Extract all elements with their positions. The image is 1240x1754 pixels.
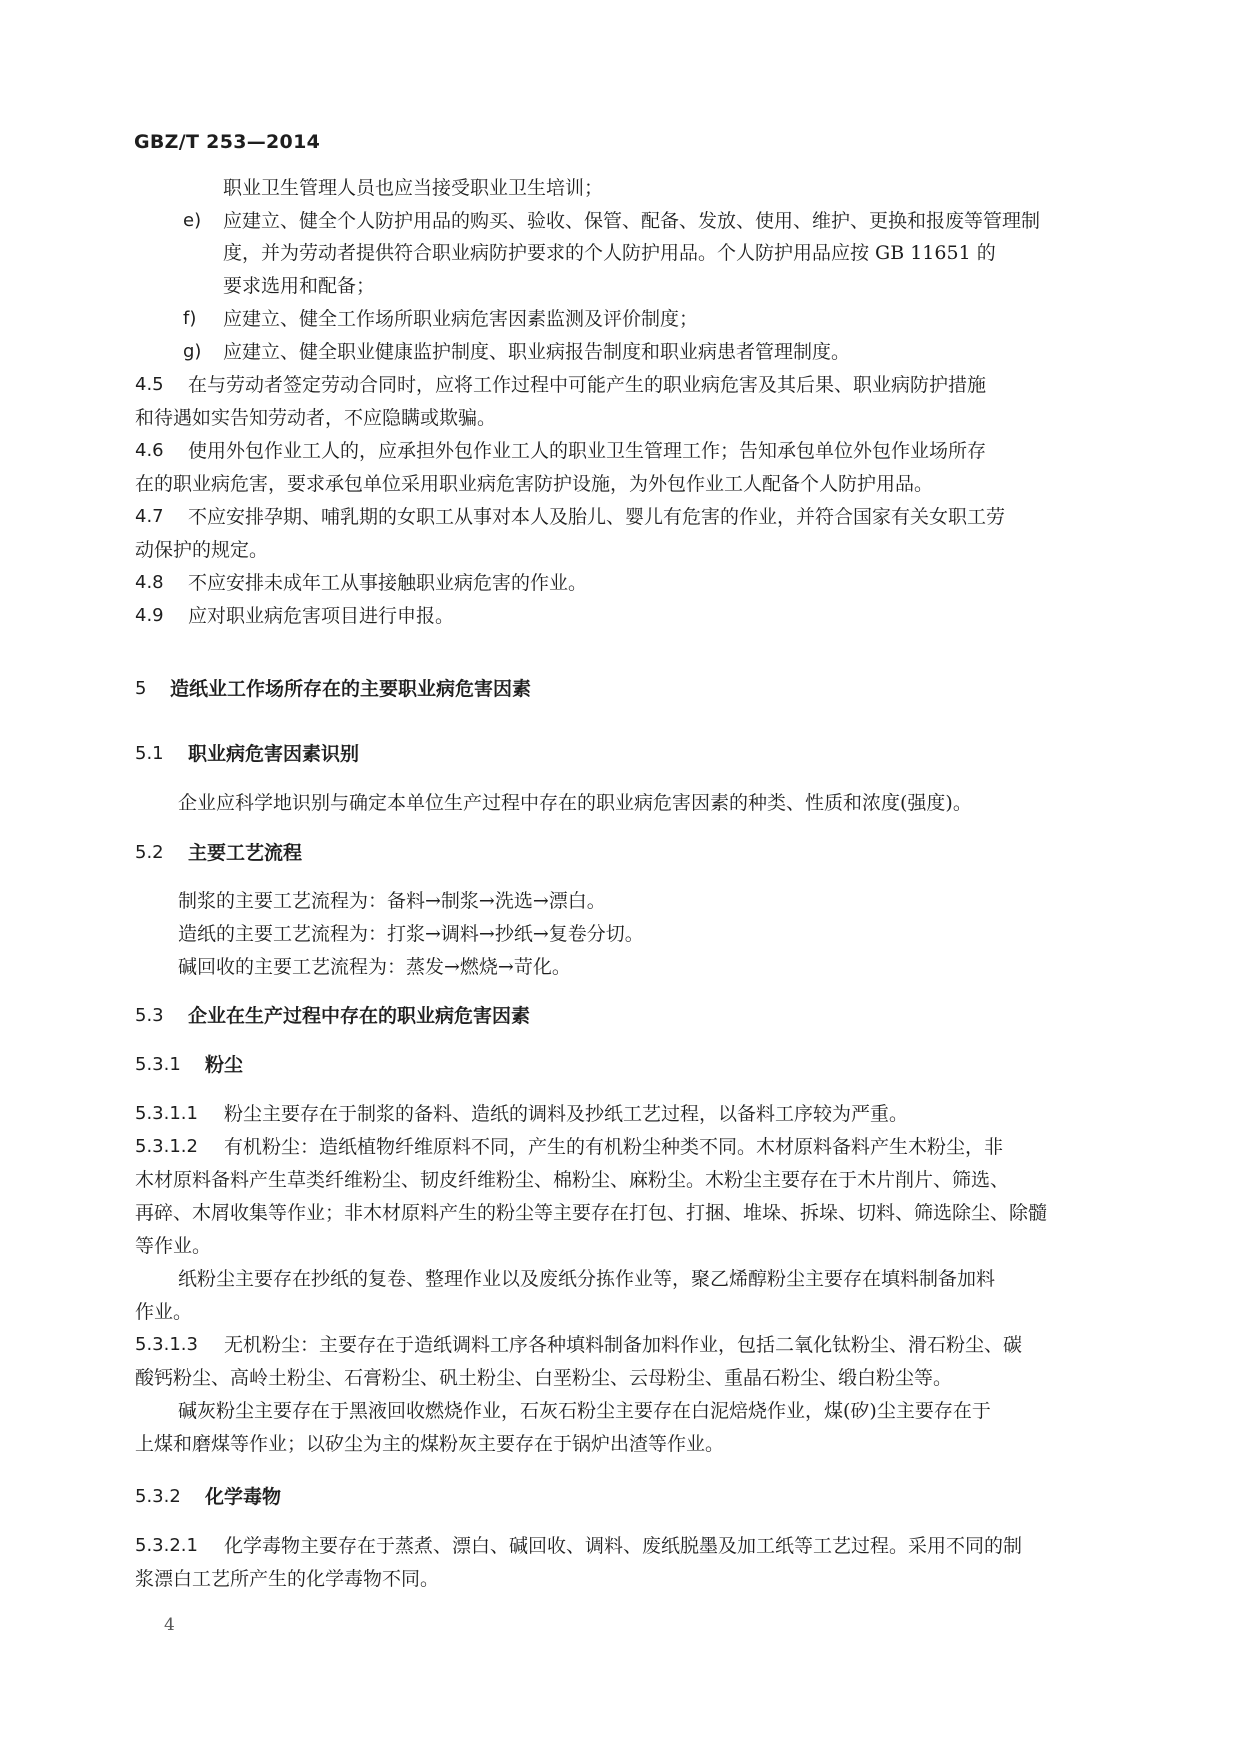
clause-text: 木材原料备料产生草类纤维粉尘、韧皮纤维粉尘、棉粉尘、麻粉尘。木粉尘主要存在于木片削片、筛选、 <box>135 1169 1010 1191</box>
process-flow: 制浆的主要工艺流程为：备料→制浆→洗选→漂白。 <box>178 890 606 912</box>
clause-number: 5.3.1.2 <box>135 1136 198 1157</box>
clause-text: 酸钙粉尘、高岭土粉尘、石膏粉尘、矾土粉尘、白垩粉尘、云母粉尘、重晶石粉尘、缎白粉尘等。 <box>135 1367 953 1389</box>
clause-text: 动保护的规定。 <box>135 539 269 561</box>
document-code: GBZ/T 253—2014 <box>134 131 321 153</box>
list-label-f: f) <box>183 308 197 329</box>
section-title: 造纸业工作场所存在的主要职业病危害因素 <box>170 678 532 700</box>
list-label-g: g) <box>183 341 202 362</box>
clause-number: 4.7 <box>135 506 164 527</box>
section-number: 5 <box>135 678 147 699</box>
clause-text: 粉尘主要存在于制浆的备料、造纸的调料及抄纸工艺过程，以备料工序较为严重。 <box>224 1103 909 1125</box>
clause-text: 无机粉尘：主要存在于造纸调料工序各种填料制备加料作业，包括二氧化钛粉尘、滑石粉尘、碳 <box>224 1334 1023 1356</box>
subsection-title: 化学毒物 <box>205 1486 282 1508</box>
clause-text: 浆漂白工艺所产生的化学毒物不同。 <box>135 1568 440 1590</box>
clause-text: 碱灰粉尘主要存在于黑液回收燃烧作业，石灰石粉尘主要存在白泥焙烧作业，煤(矽)尘主要存在于 <box>178 1400 991 1422</box>
clause-text: 作业。 <box>135 1301 193 1323</box>
clause-number: 5.3.1.1 <box>135 1103 198 1124</box>
list-continuation: 职业卫生管理人员也应当接受职业卫生培训； <box>223 177 604 199</box>
subsection-number: 5.1 <box>135 743 164 764</box>
subsection-title: 粉尘 <box>205 1054 244 1076</box>
subsection-title: 主要工艺流程 <box>188 842 303 864</box>
clause-text: 化学毒物主要存在于蒸煮、漂白、碱回收、调料、废纸脱墨及加工纸等工艺过程。采用不同的制 <box>224 1535 1023 1557</box>
clause-text: 不应安排孕期、哺乳期的女职工从事对本人及胎儿、婴儿有危害的作业，并符合国家有关女职工劳 <box>188 506 1006 528</box>
paragraph: 企业应科学地识别与确定本单位生产过程中存在的职业病危害因素的种类、性质和浓度(强度)。 <box>178 792 972 814</box>
clause-text: 纸粉尘主要存在抄纸的复卷、整理作业以及废纸分拣作业等，聚乙烯醇粉尘主要存在填料制备加料 <box>178 1268 996 1290</box>
subsection-number: 5.3.2 <box>135 1486 181 1507</box>
clause-text: 在与劳动者签定劳动合同时，应将工作过程中可能产生的职业病危害及其后果、职业病防护措施 <box>188 374 987 396</box>
clause-text: 再碎、木屑收集等作业；非木材原料产生的粉尘等主要存在打包、打捆、堆垛、拆垛、切料、筛选除尘、除髓 <box>135 1202 1048 1224</box>
list-label-e: e) <box>183 210 202 231</box>
clause-number: 5.3.1.3 <box>135 1334 198 1355</box>
subsection-title: 企业在生产过程中存在的职业病危害因素 <box>188 1005 531 1027</box>
list-text: 应建立、健全工作场所职业病危害因素监测及评价制度； <box>223 308 699 330</box>
clause-text: 使用外包作业工人的，应承担外包作业工人的职业卫生管理工作；告知承包单位外包作业场所存 <box>188 440 987 462</box>
clause-number: 4.8 <box>135 572 164 593</box>
process-flow: 造纸的主要工艺流程为：打浆→调料→抄纸→复卷分切。 <box>178 923 644 945</box>
subsection-number: 5.2 <box>135 842 164 863</box>
subsection-title: 职业病危害因素识别 <box>188 743 360 765</box>
process-flow: 碱回收的主要工艺流程为：蒸发→燃烧→苛化。 <box>178 956 571 978</box>
clause-number: 4.9 <box>135 605 164 626</box>
subsection-number: 5.3 <box>135 1005 164 1026</box>
list-text: 度，并为劳动者提供符合职业病防护要求的个人防护用品。个人防护用品应按 GB 11651 的 <box>223 242 996 264</box>
list-text: 要求选用和配备； <box>223 275 376 297</box>
clause-text: 有机粉尘：造纸植物纤维原料不同，产生的有机粉尘种类不同。木材原料备料产生木粉尘，非 <box>224 1136 1004 1158</box>
clause-text: 上煤和磨煤等作业；以矽尘为主的煤粉灰主要存在于锅炉出渣等作业。 <box>135 1433 725 1455</box>
subsection-number: 5.3.1 <box>135 1054 181 1075</box>
page-number: 4 <box>164 1615 175 1635</box>
clause-text: 等作业。 <box>135 1235 212 1257</box>
list-text: 应建立、健全职业健康监护制度、职业病报告制度和职业病患者管理制度。 <box>223 341 851 363</box>
clause-number: 4.5 <box>135 374 164 395</box>
clause-text: 不应安排未成年工从事接触职业病危害的作业。 <box>188 572 588 594</box>
clause-text: 在的职业病危害，要求承包单位采用职业病危害防护设施，为外包作业工人配备个人防护用品。 <box>135 473 934 495</box>
clause-number: 5.3.2.1 <box>135 1535 198 1556</box>
clause-number: 4.6 <box>135 440 164 461</box>
clause-text: 和待遇如实告知劳动者，不应隐瞒或欺骗。 <box>135 407 497 429</box>
clause-text: 应对职业病危害项目进行申报。 <box>188 605 455 627</box>
list-text: 应建立、健全个人防护用品的购买、验收、保管、配备、发放、使用、维护、更换和报废等管理制 <box>223 210 1041 232</box>
